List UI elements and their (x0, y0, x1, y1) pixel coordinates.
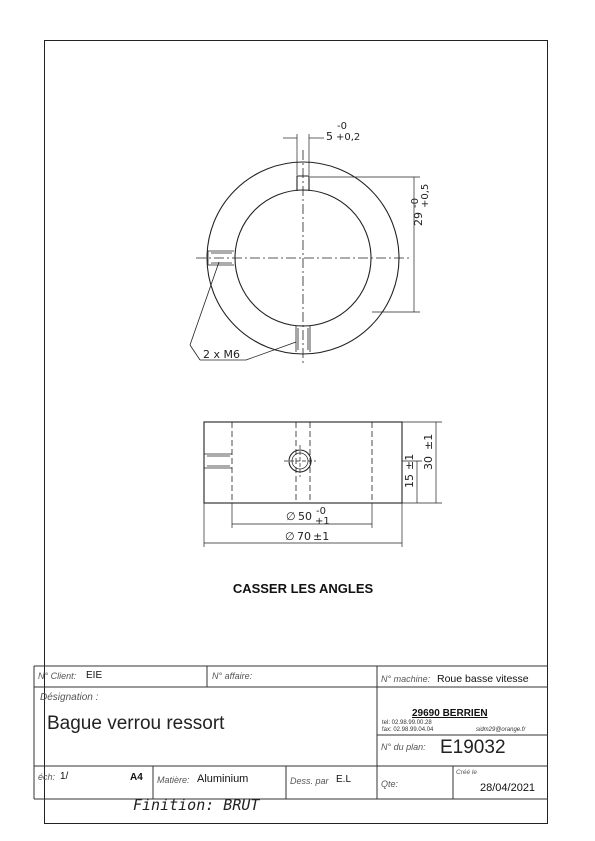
side-tapped-hole-left (204, 454, 232, 468)
keyway-depth-tol-lower: +0,5 (420, 183, 431, 208)
scale-label: éch: (38, 772, 56, 782)
keyway-depth-tol-upper: -0 (410, 198, 421, 208)
inner-diameter-dim: 50 (298, 510, 312, 523)
company-tel: tel: 02.98.99.00.28 (382, 720, 432, 726)
thickness-tol: ±1 (422, 433, 435, 450)
keyway-depth-dim: 29 (412, 212, 425, 226)
finish-handwritten-note: Finition: BRUT (133, 796, 260, 814)
affaire-label: N° affaire: (212, 671, 253, 681)
plan-value: E19032 (440, 737, 506, 758)
company-city: 29690 BERRIEN (412, 708, 488, 719)
designation-value: Bague verrou ressort (47, 713, 225, 734)
keyway-width-tol-lower: +0,2 (336, 132, 361, 143)
scale-value: 1/ (60, 771, 69, 782)
inner-diameter-symbol: ∅ (286, 510, 296, 523)
hole-position-tol: ±1 (403, 453, 416, 470)
designation-label: Désignation : (40, 692, 99, 703)
material-label: Matière: (157, 775, 190, 785)
plan-label: N° du plan: (381, 742, 426, 752)
outer-diameter-dim: 70 (297, 530, 311, 543)
material-value: Aluminium (197, 773, 249, 785)
machine-label: N° machine: (381, 674, 431, 684)
client-value: EIE (86, 670, 103, 681)
tapped-holes-label: 2 x M6 (203, 348, 240, 361)
inner-diameter-tol-lower: +1 (315, 516, 330, 527)
inner-diameter-tol-upper: -0 (316, 506, 326, 517)
hole-position-dim: 15 (403, 474, 416, 488)
front-view (190, 134, 420, 365)
company-email: sidm29@orange.fr (476, 727, 526, 733)
client-label: N° Client: (38, 671, 77, 681)
outer-diameter-symbol: ∅ (285, 530, 295, 543)
thickness-dim: 30 (422, 456, 435, 470)
qty-label: Qte: (381, 779, 399, 789)
keyway-width-tol-upper: -0 (337, 121, 347, 132)
company-fax: fax: 02.98.99.04.04 (382, 727, 434, 733)
date-label: Créé le (456, 769, 477, 776)
drawing-note: CASSER LES ANGLES (232, 581, 374, 596)
outer-diameter-tol: ±1 (313, 530, 330, 543)
machine-value: Roue basse vitesse (437, 673, 529, 685)
format-value: A4 (130, 772, 143, 783)
keyway-width-dim: 5 (326, 130, 333, 143)
date-value: 28/04/2021 (480, 782, 536, 794)
drawn-by-value: E.L (336, 774, 352, 785)
drawn-by-label: Dess. par (290, 776, 329, 786)
